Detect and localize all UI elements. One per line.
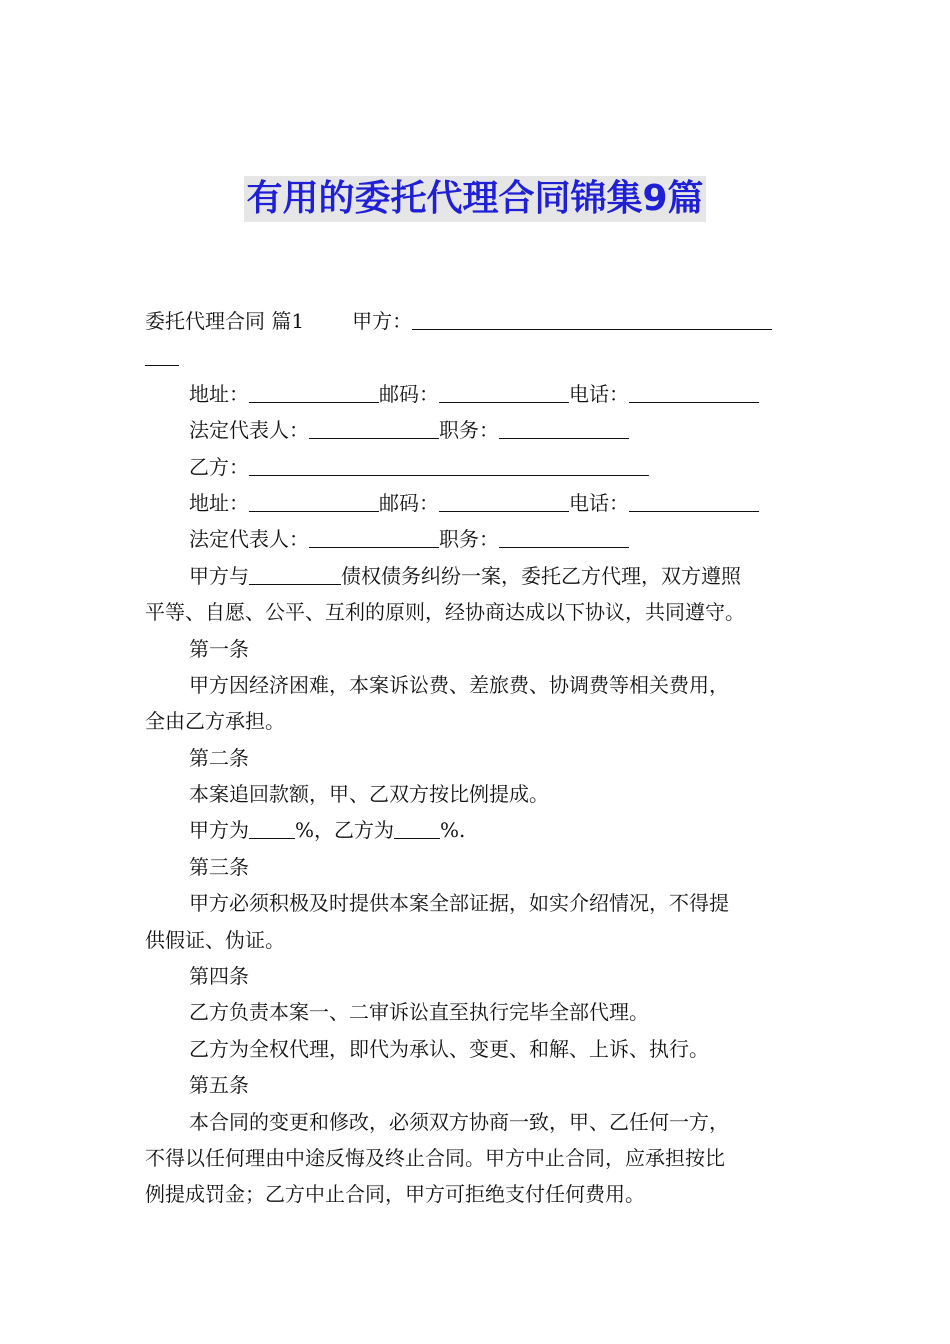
postcode-blank [439,489,569,512]
address-label: 地址： [189,490,249,515]
article-5-line-3: 例提成罚金；乙方中止合同，甲方可拒绝支付任何费用。 [145,1182,645,1207]
article-3-heading: 第三条 [189,854,249,879]
article-1-line-2: 全由乙方承担。 [145,709,285,734]
header-line-wrap [145,339,810,375]
article-4-heading: 第四条 [189,964,249,989]
address-label: 地址： [189,381,249,406]
phone-label: 电话： [569,381,629,406]
party-a-blank-continued [145,343,179,366]
contract-body [145,303,810,1213]
dispute-blank [249,562,341,585]
article-1-heading: 第一条 [189,636,249,661]
article-5-line-1: 本合同的变更和修改，必须双方协商一致，甲、乙任何一方， [189,1109,729,1134]
phone-label: 电话： [569,490,629,515]
article-2-heading: 第二条 [189,745,249,770]
position-label: 职务： [439,418,499,443]
intro-line-2: 平等、自愿、公平、互利的原则，经协商达成以下协议，共同遵守。 [145,600,745,625]
phone-blank [629,489,759,512]
article-2-ratio-line: 甲方为 %，乙方为 %. [189,818,466,843]
party-a-contact-line [145,376,810,412]
party-a-label: 甲方： [352,309,413,333]
doc-name: 委托代理合同 篇1 [145,309,305,333]
position-blank [499,416,629,439]
article-5-heading: 第五条 [189,1073,249,1098]
address-blank [249,489,379,512]
phone-blank [629,380,759,403]
rep-blank [309,416,439,439]
position-blank [499,525,629,548]
party-b-blank [249,453,649,476]
ratio-a-blank [249,816,295,839]
rep-label: 法定代表人： [189,527,309,552]
position-label: 职务： [439,527,499,552]
rep-label: 法定代表人： [189,418,309,443]
title-wrap [0,176,950,222]
postcode-blank [439,380,569,403]
party-a-blank [412,307,772,330]
postcode-label: 邮码： [379,381,439,406]
postcode-label: 邮码： [379,490,439,515]
article-3-line-2: 供假证、伪证。 [145,927,285,952]
party-b-contact-line [145,485,810,521]
article-2-line-1: 本案追回款额，甲、乙双方按比例提成。 [189,782,549,807]
article-5-line-2: 不得以任何理由中途反悔及终止合同。甲方中止合同，应承担按比 [145,1145,725,1170]
address-blank [249,380,379,403]
party-b-rep-line [145,521,810,557]
party-b-line [145,449,810,485]
rep-blank [309,525,439,548]
document-title: 有用的委托代理合同锦集9篇 [244,176,705,222]
intro-line-1: 甲方与 债权债务纠纷一案，委托乙方代理，双方遵照 [189,563,741,588]
article-4-line-1: 乙方负责本案一、二审诉讼直至执行完毕全部代理。 [189,1000,649,1025]
party-b-label: 乙方： [189,454,249,479]
ratio-b-blank [394,816,440,839]
article-4-line-2: 乙方为全权代理，即代为承认、变更、和解、上诉、执行。 [189,1036,709,1061]
header-line [145,303,810,339]
article-3-line-1: 甲方必须积极及时提供本案全部证据，如实介绍情况，不得提 [189,891,729,916]
article-1-line-1: 甲方因经济困难，本案诉讼费、差旅费、协调费等相关费用， [189,672,729,697]
party-a-rep-line [145,412,810,448]
